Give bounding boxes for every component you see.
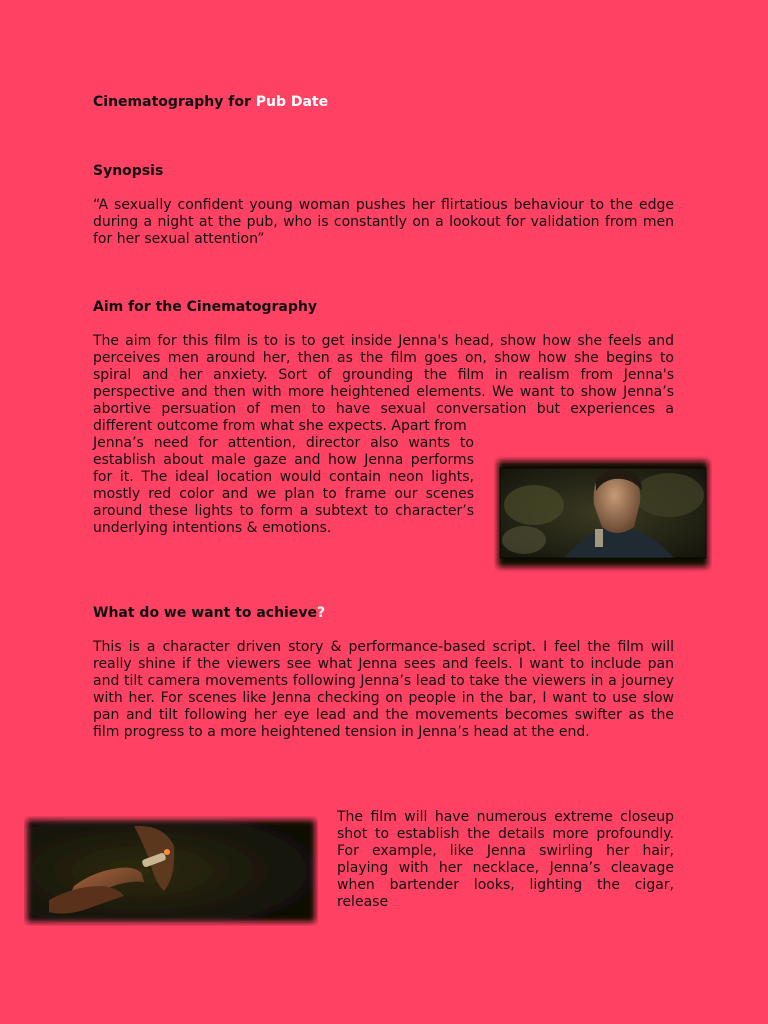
cigar-closeup-photo bbox=[24, 816, 318, 926]
achieve-heading-mark: ? bbox=[316, 605, 326, 621]
aim-text-part-2: Jenna’s need for attention, director also wants to establish about male gaze and how Jenna performs for it. The ideal location would contain neon lights, mostly red color and we plan to frame our scenes around these lights to form a subtext to character’s underlying intentions & emotions. bbox=[93, 435, 474, 536]
aim-text-part-1: The aim for this film is to is to get inside Jenna's head, show how she feels and perceives men around her, then as the film goes on, show how she begins to spiral and her anxiety. Sort of grounding the film in realism from Jenna's perspective and then with more heightened elements. We want to show Jenna’s abortive persuation of men to have sexual conversation but experiences a different outcome from what she expects. Apart from bbox=[93, 333, 674, 434]
achieve-text: This is a character driven story & performance-based script. I feel the film will really shine if the viewers see what Jenna sees and feels. I want to include pan and tilt camera movements following Jenna’s lead to take the viewers in a journey with her. For scenes like Jenna checking on people in the bar, I want to use slow pan and tilt following her eye lead and the movements becomes swifter as the film progress to a more heightened tension in Jenna’s head at the end. bbox=[93, 639, 674, 740]
aim-heading: Aim for the Cinematography bbox=[93, 299, 317, 315]
document-title bbox=[93, 94, 328, 110]
synopsis-heading: Synopsis bbox=[93, 163, 164, 179]
achieve-heading bbox=[93, 605, 325, 621]
title-film-name: Pub Date bbox=[255, 94, 329, 110]
title-prefix: Cinematography for bbox=[93, 94, 256, 110]
achieve-heading-text: What do we want to achieve bbox=[93, 605, 317, 621]
bar-man-photo bbox=[494, 455, 712, 573]
synopsis-text: “A sexually confident young woman pushes her flirtatious behaviour to the edge during a night at the pub, who is constantly on a lookout for validation from men for her sexual attention” bbox=[93, 197, 674, 247]
closeup-text: The film will have numerous extreme closeup shot to establish the details more profoundly. For example, like Jenna swirling her hair, playing with her necklace, Jenna’s cleavage when bartender looks, lighting the cigar, release bbox=[337, 809, 674, 910]
